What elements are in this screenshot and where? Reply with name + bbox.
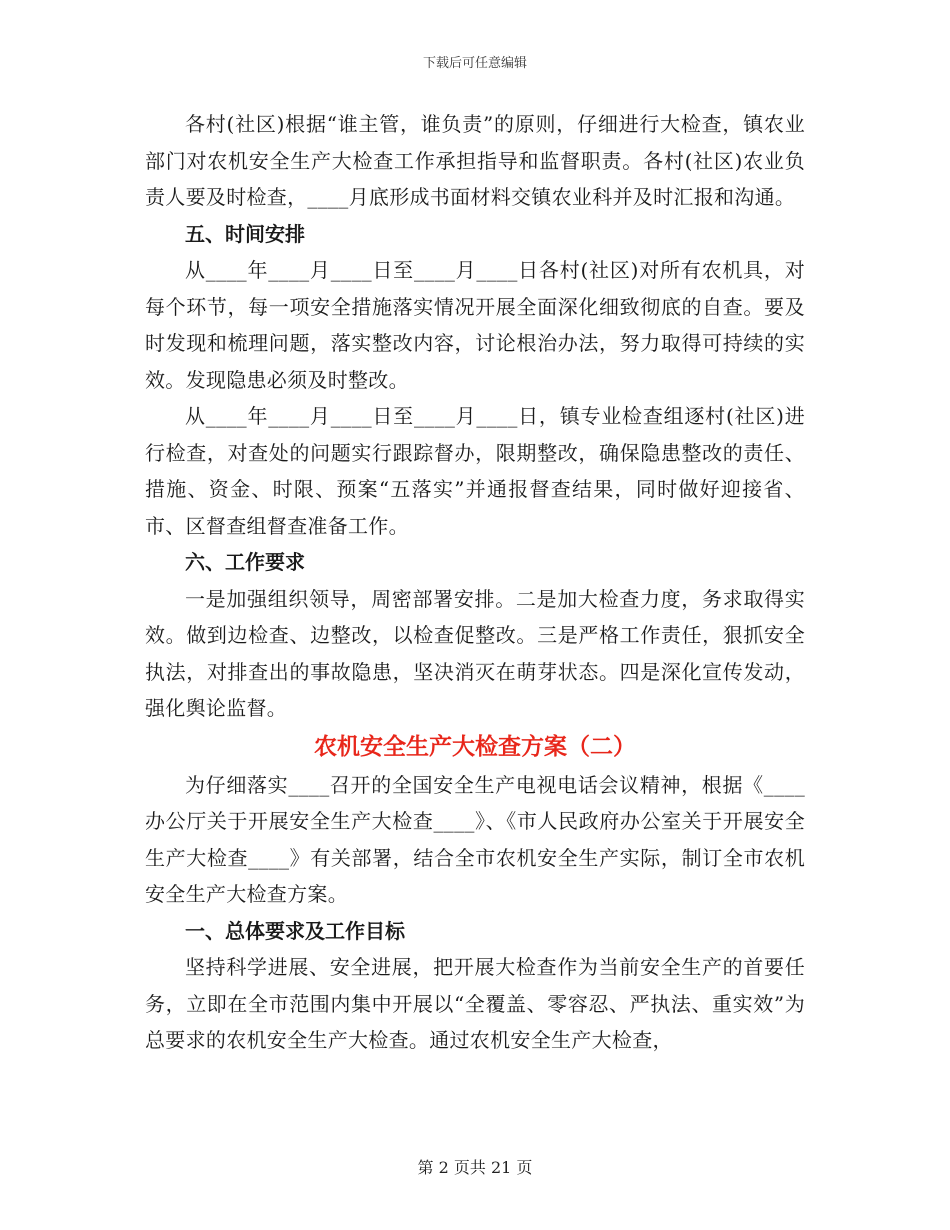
document-body: [145, 106, 805, 1059]
page-header: 下载后可任意编辑: [422, 56, 527, 71]
section-heading: 五、时间安排: [185, 221, 305, 246]
document-title: 农机安全生产大检查方案（二）: [314, 732, 636, 760]
paragraph: 一是加强组织领导，周密部署安排。二是加大检查力度，务求取得实效。做到边检查、边整改，以检查促整改。三是严格工作责任，狠抓安全执法，对排查出的事故隐患，坚决消灭在萌芽状态。四是深化宣传发动，强化舆论监督。: [145, 586, 805, 720]
paragraph: 坚持科学进展、安全进展，把开展大检查作为当前安全生产的首要任务，立即在全市范围内集中开展以“全覆盖、零容忍、严执法、重实效”为总要求的农机安全生产大检查。通过农机安全生产大检查，: [145, 955, 805, 1052]
section-heading: 一、总体要求及工作目标: [185, 918, 405, 943]
paragraph: 从____年____月____日至____月____日，镇专业检查组逐村(社区)进行检查，对查处的问题实行跟踪督办，限期整改，确保隐患整改的责任、措施、资金、时限、预案“五落实”并通报督查结果，同时做好迎接省、市、区督查组督查准备工作。: [145, 404, 805, 538]
paragraph: 各村(社区)根据“谁主管，谁负责”的原则，仔细进行大检查，镇农业部门对农机安全生产大检查工作承担指导和监督职责。各村(社区)农业负责人要及时检查，____月底形成书面材料交镇农业科并及时汇报和沟通。: [145, 112, 805, 209]
page-footer: 第 2 页共 21 页: [417, 1158, 533, 1177]
paragraph: 为仔细落实____召开的全国安全生产电视电话会议精神，根据《____办公厅关于开展安全生产大检查____》、《市人民政府办公室关于开展安全生产大检查____》有关部署，结合全市农机安全生产实际，制订全市农机安全生产大检查方案。: [145, 772, 805, 906]
paragraph: 从____年____月____日至____月____日各村(社区)对所有农机具，对每个环节，每一项安全措施落实情况开展全面深化细致彻底的自查。要及时发现和梳理问题，落实整改内容，讨论根治办法，努力取得可持续的实效。发现隐患必须及时整改。: [145, 258, 805, 392]
section-heading: 六、工作要求: [185, 550, 305, 574]
